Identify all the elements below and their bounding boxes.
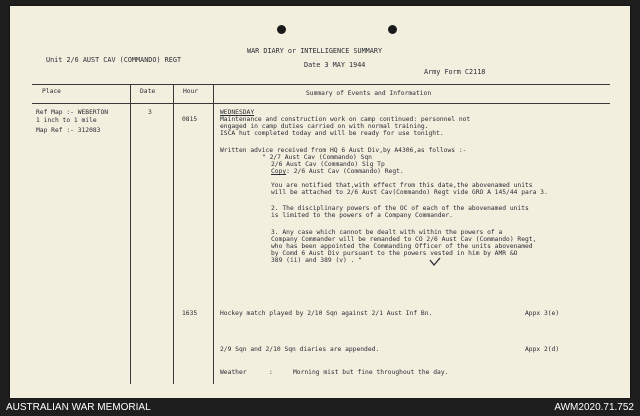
summary-line: engaged in camp duties carried on with normal training. xyxy=(220,123,429,130)
summary-line: You are notified that,with effect from this date,the abovenamed units xyxy=(271,182,533,189)
summary-line: 389 (ii) and 389 (v) . " xyxy=(271,257,362,264)
unit-label: Unit 2/6 AUST CAV (COMMANDO) REGT xyxy=(46,56,182,64)
summary-line: " 2/7 Aust Cav (Commando) Sqn xyxy=(262,154,372,161)
summary-line: by Comd 6 Aust Div pursuant to the powers vested in him by AMR &O xyxy=(271,250,518,257)
appendix-reference: Appx 3(e) xyxy=(525,310,560,317)
summary-line: who has been appointed the Commanding Officer of the units abovenamed xyxy=(271,243,533,250)
army-form-number: Army Form C2118 xyxy=(424,68,486,76)
place-map-scale: 1 inch to 1 mile xyxy=(36,117,97,124)
summary-line: 2. The disciplinary powers of the OC of each of the abovenamed units xyxy=(271,205,529,212)
column-divider xyxy=(173,84,174,384)
weather-label: Weather xyxy=(220,369,247,376)
weather-separator: : xyxy=(269,369,273,376)
summary-line: Hockey match played by 2/10 Sqn against 2/1 Aust Inf Bn. xyxy=(220,310,433,317)
handwritten-tick-mark xyxy=(428,256,442,268)
column-header-summary: Summary of Events and Information xyxy=(306,90,432,97)
entry-date: 3 xyxy=(148,109,152,116)
footer-source: AUSTRALIAN WAR MEMORIAL xyxy=(6,402,151,413)
diary-title: WAR DIARY or INTELLIGENCE SUMMARY xyxy=(247,47,383,55)
summary-line: Company Commander will be remanded to CO 2/6 Aust Cav (Commando) Regt, xyxy=(271,236,537,243)
column-header-date: Date xyxy=(140,88,156,95)
footer-bar xyxy=(0,398,640,416)
column-header-hour: Hour xyxy=(183,88,199,95)
punch-hole xyxy=(277,25,286,34)
copy-text: : 2/6 Aust Cav (Commando) Regt. xyxy=(286,168,404,175)
weather-text: Morning mist but fine throughout the day. xyxy=(293,369,449,376)
summary-line: ISCA hut completed today and will be ready for use tonight. xyxy=(220,130,444,137)
summary-line xyxy=(271,168,404,175)
appendix-reference: Appx 2(d) xyxy=(525,346,560,353)
place-ref-map: Ref Map :- WEBERTON xyxy=(36,109,109,116)
day-heading: WEDNESDAY xyxy=(220,109,255,116)
column-divider xyxy=(130,84,131,384)
footer-accession-number: AWM2020.71.752 xyxy=(554,402,634,413)
punch-hole xyxy=(388,25,397,34)
war-diary-page xyxy=(10,6,630,398)
summary-line: is limited to the powers of a Company Commander. xyxy=(271,212,453,219)
column-header-place: Place xyxy=(42,88,61,95)
summary-line: 2/9 Sqn and 2/10 Sqn diaries are appended. xyxy=(220,346,380,353)
place-map-reference: Map Ref :- 312083 xyxy=(36,127,101,134)
table-header-rule xyxy=(32,103,610,104)
summary-line: will be attached to 2/6 Aust Cav(Commando) Regt vide GRO A 145/44 para 3. xyxy=(271,189,548,196)
summary-line: 2/6 Aust Cav (Commando) Sig Tp xyxy=(271,161,385,168)
summary-line: Written advice received from HQ 6 Aust Div,by A4306,as follows :- xyxy=(220,147,467,154)
table-top-rule xyxy=(32,84,610,85)
summary-line: 3. Any case which cannot be dealt with within the powers of a xyxy=(271,229,503,236)
column-divider xyxy=(213,84,214,384)
summary-line: Maintenance and construction work on camp continued: personnel not xyxy=(220,116,471,123)
diary-date: Date 3 MAY 1944 xyxy=(304,61,366,69)
copy-label: Copy xyxy=(271,168,287,175)
hour-entry: 1635 xyxy=(182,310,198,317)
hour-entry: 0815 xyxy=(182,116,198,123)
